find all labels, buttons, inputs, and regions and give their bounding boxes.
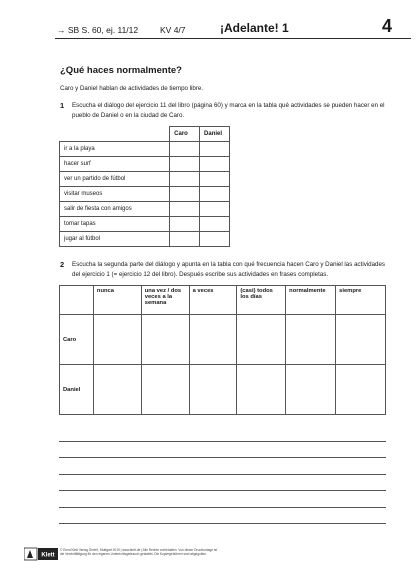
activities-table-header (60, 127, 230, 142)
activity-label: salir de fiesta con amigos (60, 202, 170, 217)
activity-label: ir a la playa (60, 142, 170, 157)
activity-label: jugar al fútbol (60, 232, 170, 247)
frequency-table (59, 285, 386, 415)
caro-checkbox-cell[interactable] (170, 172, 200, 187)
daniel-checkbox-cell[interactable] (200, 232, 230, 247)
writing-line[interactable] (59, 475, 386, 492)
activity-label: ver un partido de fútbol (60, 172, 170, 187)
column-header-a-veces: a veces (189, 286, 237, 315)
writing-line[interactable] (59, 458, 386, 475)
activity-label: tomar tapas (60, 217, 170, 232)
daniel-checkbox-cell[interactable] (200, 142, 230, 157)
table-row (60, 217, 230, 232)
table-row (60, 157, 230, 172)
frequency-table-header (60, 286, 386, 315)
svg-text:Klett: Klett (41, 552, 55, 559)
textbook-reference: → SB S. 60, ej. 11/12 (57, 25, 139, 35)
caro-checkbox-cell[interactable] (170, 142, 200, 157)
answer-cell[interactable] (93, 315, 141, 365)
column-header-una-vez: una vez / dos veces a la semana (141, 286, 189, 315)
activity-label: visitar museos (60, 187, 170, 202)
table-row (60, 232, 230, 247)
answer-cell[interactable] (286, 365, 336, 415)
worksheet-code: KV 4/7 (160, 25, 186, 35)
column-header-daniel: Daniel (200, 127, 230, 142)
writing-line[interactable] (59, 442, 386, 459)
row-header-daniel: Daniel (60, 365, 94, 415)
caro-checkbox-cell[interactable] (170, 157, 200, 172)
table-row (60, 365, 386, 415)
copyright-notice: © Ernst Klett Verlag GmbH, Stuttgart 2019 | www.klett.de | Alle Rechte vorbehalten. Von dieser Druckvorlage ist die Vervielfältigung für den eigenen Unterrichtsgebrauch gestattet. Die Kopiergebühren sind abgegolten. (60, 548, 218, 557)
caro-checkbox-cell[interactable] (170, 202, 200, 217)
writing-line[interactable] (59, 508, 386, 525)
header-rule (55, 38, 411, 39)
answer-cell[interactable] (141, 315, 189, 365)
caro-checkbox-cell[interactable] (170, 187, 200, 202)
table-row (60, 142, 230, 157)
writing-lines (59, 425, 386, 524)
daniel-checkbox-cell[interactable] (200, 217, 230, 232)
answer-cell[interactable] (237, 365, 286, 415)
activities-table (59, 126, 230, 247)
klett-logo (24, 547, 58, 561)
empty-corner-cell (60, 127, 170, 142)
daniel-checkbox-cell[interactable] (200, 157, 230, 172)
row-header-caro: Caro (60, 315, 94, 365)
caro-checkbox-cell[interactable] (170, 217, 200, 232)
answer-cell[interactable] (189, 365, 237, 415)
answer-cell[interactable] (141, 365, 189, 415)
exercise-2-number: 2 (60, 260, 65, 269)
table-row (60, 202, 230, 217)
answer-cell[interactable] (336, 365, 386, 415)
exercise-1-number: 1 (60, 101, 65, 110)
book-title: ¡Adelante! 1 (220, 21, 289, 35)
worksheet-title: ¿Qué haces normalmente? (60, 65, 182, 76)
table-row (60, 187, 230, 202)
unit-number: 4 (382, 16, 393, 36)
daniel-checkbox-cell[interactable] (200, 172, 230, 187)
column-header-siempre: siempre (336, 286, 386, 315)
exercise-1-instruction: Escucha el diálogo del ejercicio 11 del libro (página 60) y marca en la tabla qué actividades se pueden hacer en el pueblo de Daniel o en la ciudad de Caro. (72, 102, 385, 119)
daniel-checkbox-cell[interactable] (200, 187, 230, 202)
writing-line[interactable] (59, 491, 386, 508)
answer-cell[interactable] (189, 315, 237, 365)
answer-cell[interactable] (93, 365, 141, 415)
page-header (0, 0, 416, 42)
empty-corner-cell (60, 286, 94, 315)
answer-cell[interactable] (237, 315, 286, 365)
writing-line[interactable] (59, 425, 386, 442)
table-row (60, 315, 386, 365)
activity-label: hacer surf (60, 157, 170, 172)
column-header-nunca: nunca (93, 286, 141, 315)
table-row (60, 172, 230, 187)
page-footer (24, 547, 218, 569)
answer-cell[interactable] (336, 315, 386, 365)
column-header-normalmente: normalmente (286, 286, 336, 315)
caro-checkbox-cell[interactable] (170, 232, 200, 247)
worksheet-intro: Caro y Daniel hablan de actividades de tiempo libre. (60, 85, 204, 92)
column-header-casi-todos: (casi) todos los días (237, 286, 286, 315)
column-header-caro: Caro (170, 127, 200, 142)
exercise-2-instruction: Escucha la segunda parte del diálogo y apunta en la tabla con qué frecuencia hacen Caro y Daniel las actividades del ejercicio 1 (= ejercicio 12 del libro). Después escribe sus actividades en frases completas. (72, 261, 386, 278)
answer-cell[interactable] (286, 315, 336, 365)
daniel-checkbox-cell[interactable] (200, 202, 230, 217)
